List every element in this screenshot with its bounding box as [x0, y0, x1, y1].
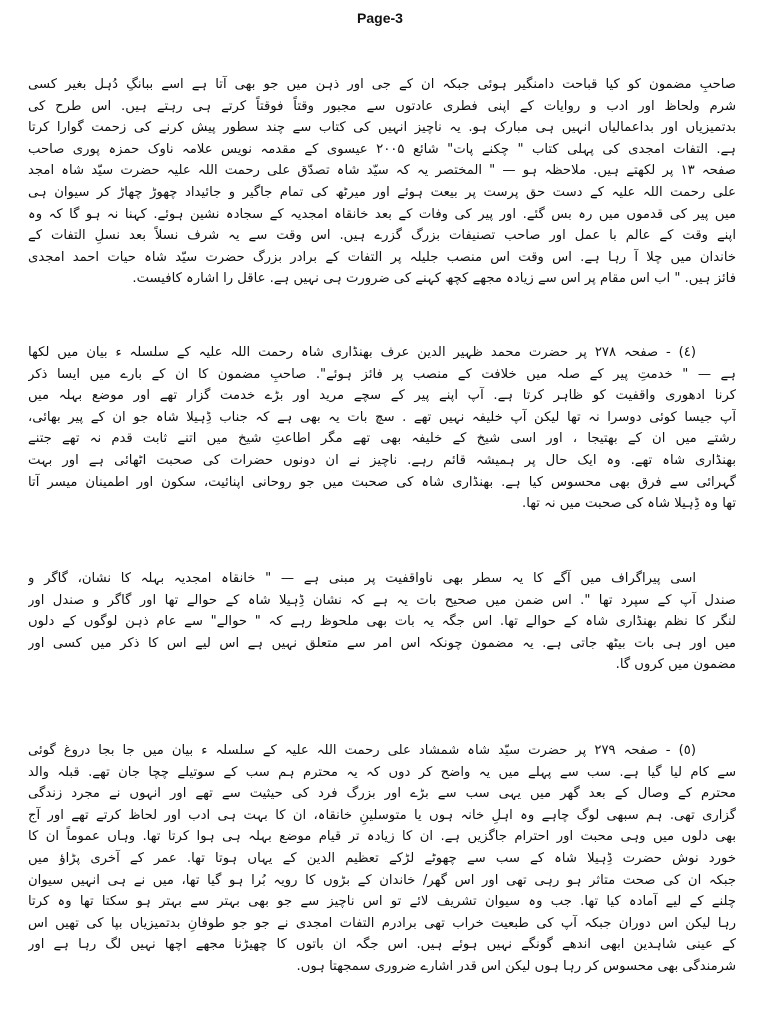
paragraph-line: میں اور ہی بات بیٹھ جاتی ہے. یہ مضمون چونکہ اس امر سے متعلق نہیں ہے اس لیے اس کا ذکر میں کسی اور — [28, 635, 736, 651]
paragraph-line: صاحبِ مضمون کو کیا قباحت دامنگیر ہوئی جبکہ ان کے جی اور ذہن میں جو بھی آتا ہے اسے ببانگِ دُہل بغیر کسی — [28, 77, 736, 92]
paragraph-line: فائز ہیں. " اب اس مقام پر اس سے زیادہ مجھے کچھ کہنے کی ضرورت ہی نہیں ہے. عاقل را اشارہ کافیست. — [132, 271, 736, 287]
paragraph-line: کرنا ادھوری واقفیت کو ظاہر کرتا ہے. آپ اپنے پیر کے سچے مرید اور بڑے خدمت گزار تھے اور موضع بہلہ میں — [28, 388, 736, 404]
paragraph-line: رشتے میں ان کے بھتیجا ، اور اسی شیخ کے خلیفہ بھی تھے مگر اطاعتِ شیخ میں اتنے ثابت قدم نہ تھے جتنے — [28, 431, 736, 447]
paragraph-line: بھنڈاری شاہ تھے. وہ ایک حال پر ہمیشہ قائم رہے. ناچیز نے ان دونوں حضرات کی صحبت اٹھائی ہے اور بہت — [28, 452, 736, 468]
paragraph-3 — [28, 568, 736, 676]
paragraph-line: صندل آپ کے سپرد تھا ". اس ضمن میں صحیح بات یہ ہے کہ نشان ڈِہیلا شاہ کے حوالے تھا اور گاگر و صندل اور — [28, 592, 736, 608]
paragraph-line: رہا لیکن اس دوران جبکہ آپ کی طبعیت خراب تھی برادرم التفات امجدی نے جو جو طوفانِ بدتمیزیاں بپا کی تھیں اس — [28, 915, 736, 931]
paragraph-line: گزاری تھی. ہم سبھی لوگ چاہے وہ اہلِ خانہ ہوں یا متوسلینِ خانقاہ، ان کا بہت ہی ادب اور لحاظ کرتے تھے اور آج — [28, 807, 736, 823]
paragraph-line: شرم ولحاظ اور ادب و روایات کے اپنی فطری عادتوں سے مجبور وقتاً فوقتاً کرتے ہی رہتے ہیں. اس طرح کی — [28, 98, 736, 114]
paragraph-line: بھی دلوں میں وہی محبت اور احترام جاگزیں ہے. ان کا زیادہ تر قیام موضع بہلہ ہی ہوا کرتا تھا. وہاں عموماً ان کا — [28, 829, 736, 845]
paragraph-line: میں پیر کی قدموں میں رہ بس گئے. اور پیر کی وفات کے بعد خانقاہ امجدیہ کے سجادہ نشین ہوئے. کہنا نہ ہو گا کہ وہ — [28, 206, 736, 222]
paragraph-line: خاندان میں چلا آ رہا ہے. اس وقت اس منصب جلیلہ پر التفات کے برادر بزرگ حضرت سیّد شاہ حیات احمد امجدی — [28, 249, 736, 265]
paragraph-line: چلنے کے لیے آمادہ کیا تھا. جب وہ سیوان تشریف لائے تو اس ناچیز سے جو بھی بہتر سے بہتر ہو سکتا تھا وہ کرتا — [28, 894, 736, 910]
paragraph-line: اپنے وقت کے عالم با عمل اور صاحب تصنیفات بزرگ گزرے ہیں. اس وقت سے یہ شرف نسلاً بعد نسلِ التفات کے — [28, 228, 736, 244]
paragraph-2 — [28, 342, 736, 515]
paragraph-line: مضمون میں کروں گا. — [615, 657, 736, 673]
paragraph-line: تھا وہ ڈِہیلا شاہ کی صحبت میں نہ تھا. — [522, 496, 736, 512]
paragraph-line: (٤) - صفحہ ۲۷۸ پر حضرت محمد ظہیر الدین عرف بھنڈاری شاہ رحمت اللہ علیہ کے سلسلہ ء بیان میں لکھا — [28, 345, 696, 360]
paragraph-line: (٥) - صفحہ ۲۷۹ پر حضرت سیّد شاہ شمشاد علی رحمت اللہ علیہ کے سلسلہ ء بیان میں جا بجا دروغ گوئی — [28, 743, 696, 758]
paragraph-line: جبکہ ان کی صحت متاثر ہو رہی تھی اور اس گھر/ خاندان کے بڑوں کا رویہ بُرا ہو گیا تھا، میں نے ہی انہیں سیوان — [28, 872, 736, 888]
page-title: Page-3 — [357, 10, 403, 26]
paragraph-line: اسی پیراگراف میں آگے کا یہ سطر بھی ناواقفیت پر مبنی ہے — " خانقاہ امجدیہ بہلہ کا نشان، گاگر و — [28, 571, 696, 586]
paragraph-line: گہرائی سے فرق بھی محسوس کیا ہے. بھنڈاری شاہ کی صحبت میں جو روحانی اپنائیت، سکون اور اطمینان میسر آتا — [28, 474, 736, 490]
paragraph-line: ہے — " خدمتِ پیر کے صلہ میں خلافت کے منصب پر فائز ہوئے". صاحبِ مضمون کا ان کے بارے میں ایسا ذکر — [28, 366, 736, 382]
paragraph-line: آپ جیسا کوئی دوسرا نہ تھا لیکن آپ خلیفہ نہیں تھے . سچ بات یہ بھی ہے کہ جناب ڈِہیلا شاہ جو ان کے پیر بھائی، — [28, 409, 736, 425]
paragraph-line: محترم کے وصال کے بعد گھر میں یہی سب سے بڑے اور بزرگ فرد کی حیثیت سے تھے اور انہوں نے مجرد زندگی — [28, 786, 736, 802]
paragraph-line: خورد نوش حضرت ڈِہیلا شاہ کے سب سے چھوٹے لڑکے تعظیم الدین کے یہاں ہوتا تھا. عمر کے آخری پڑاؤ میں — [28, 850, 736, 866]
paragraph-line: صفحہ ۱۳ پر لکھتے ہیں. ملاحظہ ہو — " المختصر یہ کہ سیّد شاہ تصدّق علی رحمت اللہ علیہ حضرت سیّد شاہ امجد — [28, 163, 736, 179]
paragraph-line: ہے. التفات امجدی کی پہلی کتاب " چکنے پات" شائع ۲۰۰۵ عیسوی کے مقدمہ نویس علامہ ناوک حمزہ پوری صاحب — [28, 141, 736, 157]
paragraph-line: سے کام لیا گیا ہے. سب سے پہلے میں یہ واضح کر دوں کہ یہ محترم ہم سب کے سوتیلے چچا جان تھے. قبلہ والد — [28, 764, 736, 780]
paragraph-line: کے عینی شاہدین ابھی اندھے گونگے نہیں ہوئے ہیں. اس جگہ ان باتوں کا چھیڑنا مجھے اچھا نہیں لگ رہا ہے اور — [28, 937, 736, 953]
paragraph-line: شرمندگی بھی محسوس کر رہا ہوں لیکن اس قدر اشارے ضروری سمجھتا ہوں. — [296, 958, 736, 974]
paragraph-4 — [28, 740, 736, 978]
paragraph-line: لنگر کا نظم بھنڈاری شاہ کے حوالے تھا. اس جگہ یہ بات بھی ملحوظ رہے کہ " حوالے" سے عام ذہن لوگوں کے دلوں — [28, 614, 736, 630]
paragraph-line: بدتمیزیاں اور بداعمالیاں انہیں ہی مبارک ہو. یہ ناچیز انہیں کی کتاب سے چند سطور پیش کرنے کی زحمت گوارا کرتا — [28, 120, 736, 136]
paragraph-1 — [28, 74, 736, 290]
paragraph-line: علی رحمت اللہ علیہ کے دست حق پرست پر بیعت ہوئے اور میرٹھ کی تمام جاگیر و جائیداد چھوڑ چھاڑ کر سیوان ہی — [28, 184, 736, 200]
